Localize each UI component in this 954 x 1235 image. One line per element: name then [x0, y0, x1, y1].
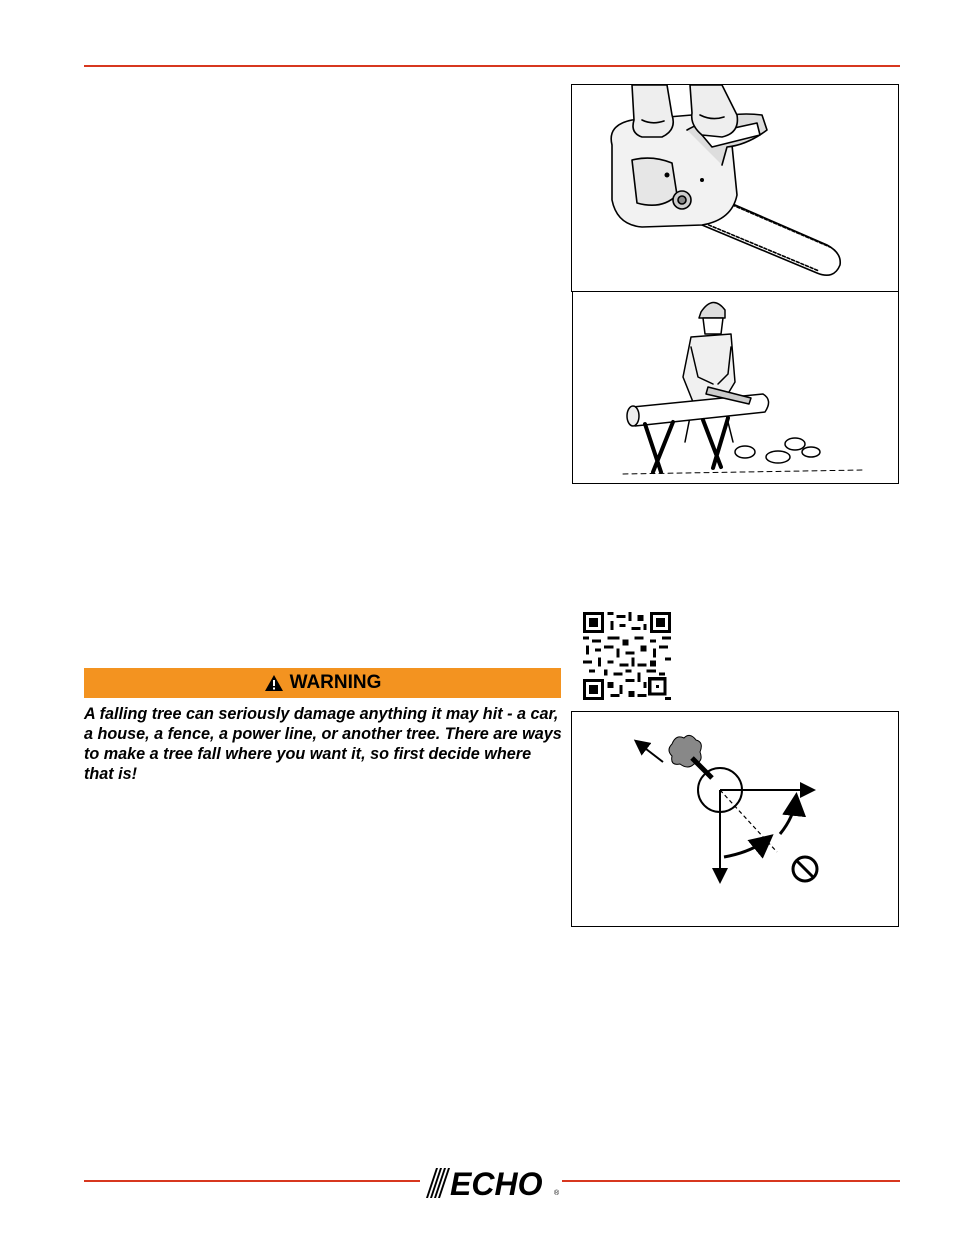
echo-logo [420, 1164, 562, 1200]
warning-triangle-icon [264, 674, 284, 692]
tree-crown-icon [669, 735, 712, 778]
qr-code [583, 612, 671, 700]
warning-banner [84, 668, 561, 698]
operator-cutting-figure [572, 291, 899, 484]
warning-message: A falling tree can seriously damage anything it may hit - a car, a house, a fence, a power line, or another tree. There are ways to make a tree fall where you want it, so first decide where that is! [84, 705, 562, 783]
echo-logo-mark [420, 1164, 562, 1200]
footer-rule-right [562, 1180, 900, 1182]
header-rule [84, 65, 900, 67]
chainsaw-grip-illustration [572, 85, 898, 291]
registered-mark: ® [554, 1190, 560, 1197]
prohibited-icon [793, 857, 817, 881]
footer-rule-left [84, 1180, 420, 1182]
felling-direction-diagram [572, 712, 898, 926]
felling-direction-figure [571, 711, 899, 927]
operator-cutting-log-illustration [573, 292, 898, 483]
echo-logo-text: ECHO [450, 1166, 543, 1200]
warning-label: WARNING [289, 672, 382, 693]
chainsaw-grip-figure [571, 84, 899, 292]
